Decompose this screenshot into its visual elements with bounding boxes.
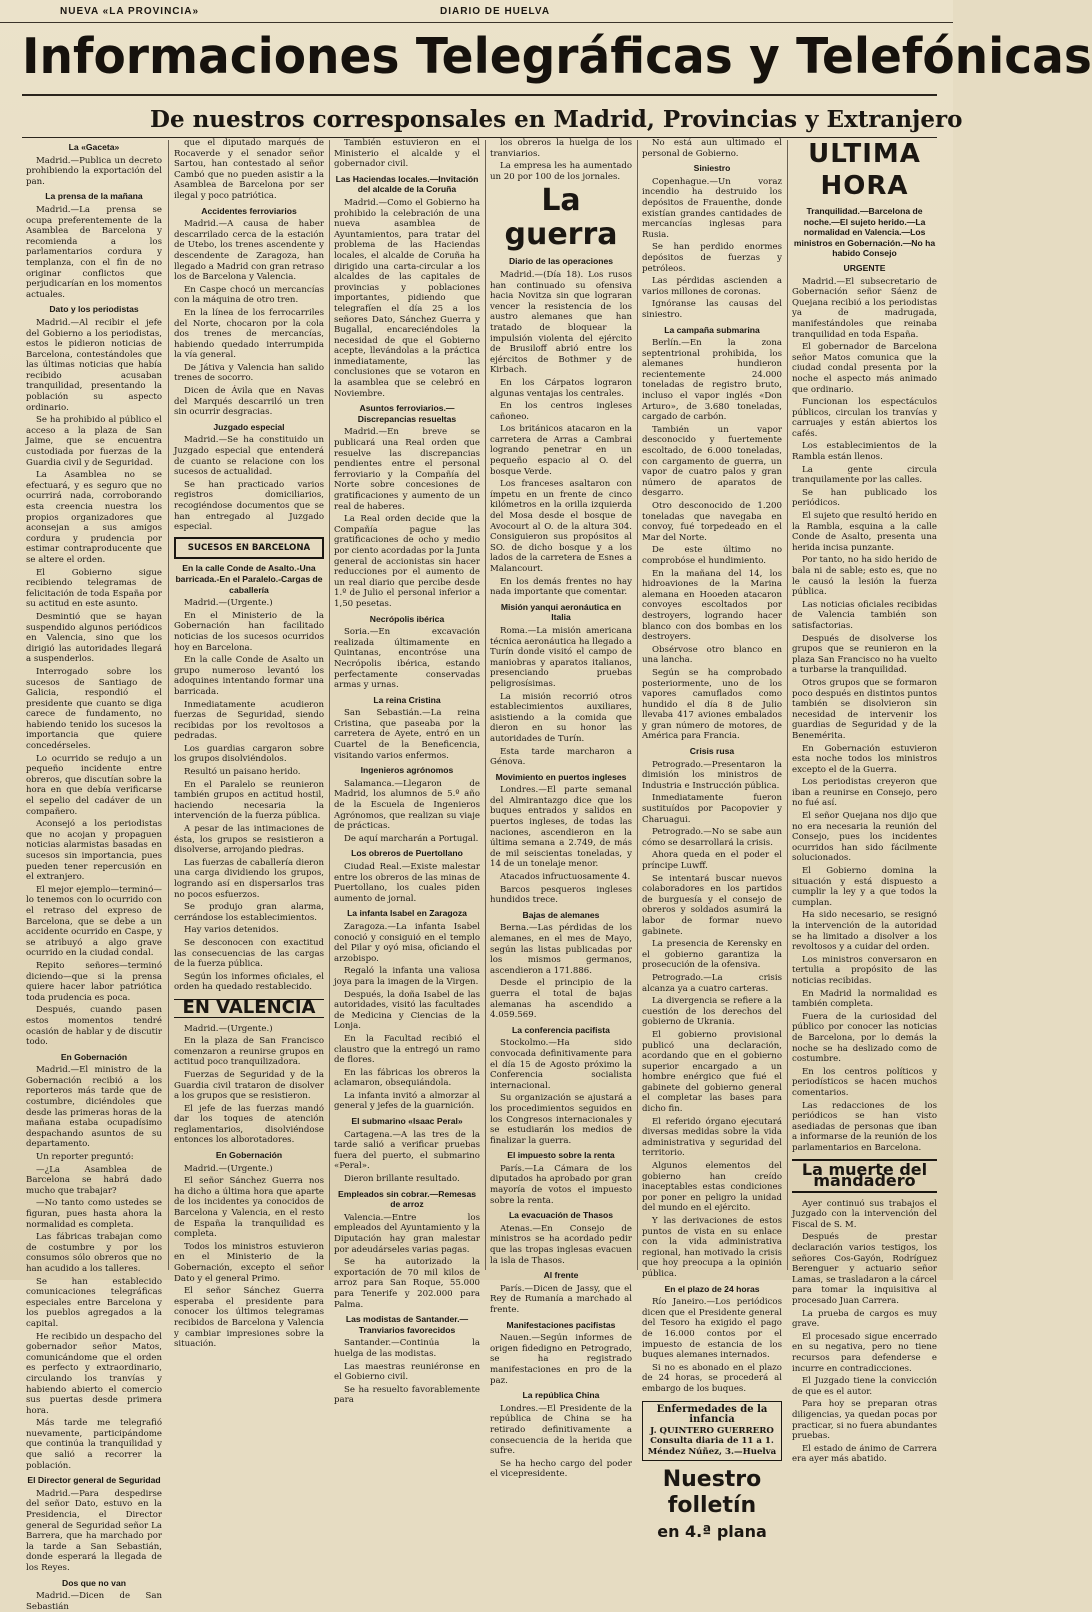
section-banner-ultima-hora: ULTIMA HORA xyxy=(808,139,921,201)
article-paragraph: Valencia.—Entre los empleados del Ayuntamiento y la Diputación hay gran malestar por adeudárseles varias pagas. xyxy=(334,1212,480,1255)
article-paragraph: Todos los ministros estuvieron en el Ministerio de la Gobernación, excepto el señor Dato y el general Primo. xyxy=(174,1241,324,1284)
section-heading: En Gobernación xyxy=(60,1051,128,1062)
article-paragraph: Salamanca.—Llegaron de Madrid, los alumnos de 5.º año de la Escuela de Ingenieros Agrónomos, que realizan su viaje de prácticas. xyxy=(334,778,480,832)
article-paragraph: Después de prestar declaración varios testigos, los señores Cos-Gayón, Rodríguez Berenguer y actuario señor Lamas, se trasladaron a la cárcel para tomar la inquisitiva al procesado Juan Carrera. xyxy=(792,1232,937,1306)
article-paragraph: La misión recorrió otros establecimientos auxiliares, asistiendo a la comida que dieron en su honor las autoridades de Turín. xyxy=(490,691,632,744)
ad-line: Enfermedades de la infancia xyxy=(656,1403,768,1426)
ad-line: J. QUINTERO GUERRERO xyxy=(650,1425,774,1436)
article-paragraph: Las noticias oficiales recibidas de Valencia también son satisfactorias. xyxy=(792,599,937,631)
article-paragraph: Según los informes oficiales, el orden ha quedado restablecido. xyxy=(174,971,324,993)
ultima-hora-summary: Tranquilidad.—Barcelona de noche.—El sujeto herido.—La normalidad en Valencia.—Los ministros en Gobernación.—No ha habido Consejo xyxy=(793,206,936,259)
section-banner-guerra: La guerra xyxy=(504,183,618,253)
section-heading: La evacuación de Thasos xyxy=(508,1210,614,1221)
article-paragraph: Ignóranse las causas del siniestro. xyxy=(642,299,782,320)
section-heading: El impuesto sobre la renta xyxy=(507,1150,615,1161)
section-heading: Las Haciendas locales.—Invitación del alcalde de la Coruña xyxy=(335,173,479,195)
article-paragraph: Se han publicado los periódicos. xyxy=(792,487,937,509)
article-paragraph: La prueba de cargos es muy grave. xyxy=(792,1308,937,1330)
article-paragraph: París.—Dicen de Jassy, que el Rey de Rumanía a marchado al frente. xyxy=(490,1283,632,1315)
header-right-text: DIARIO DE HUELVA xyxy=(440,6,551,17)
article-paragraph: Después, la doña Isabel de las autoridades, visitó las facultades de Medicina y Ciencias de la Lonja. xyxy=(334,989,480,1032)
article-paragraph: La Asamblea no se efectuará, y es seguro que no ocurrirá nada, corroborando esta creencia nuestra los propios organizadores que aconsejan a sus amigos cordura y prudencia por estimar contraproducente que se altere el orden. xyxy=(26,470,162,565)
article-paragraph: Londres.—El parte semanal del Almirantazgo dice que los buques entrados y salidos en puertos ingleses, de todas las naciones, ascendieron en la última semana a 2.749, de más de mil seiscientas toneladas, y 14 de un tonelaje menor. xyxy=(490,785,632,870)
article-paragraph: Ahora queda en el poder el príncipe Luwff. xyxy=(642,850,782,871)
column-5 xyxy=(642,138,782,1542)
article-paragraph: El sujeto que resultó herido en la Rambla, esquina a la calle Conde de Asalto, presenta una herida incisa punzante. xyxy=(792,511,937,553)
column-divider xyxy=(485,140,486,1270)
article-paragraph: Los británicos atacaron en la carretera de Arras a Cambrai logrando penetrar en un pequeño espacio al O. del bosque Verde. xyxy=(490,424,632,477)
article-paragraph: El Gobierno sigue recibiendo telegramas de felicitación de toda España por su actitud en este asunto. xyxy=(26,567,162,610)
article-paragraph: En Gobernación estuvieron esta noche todos los ministros excepto el de la Guerra. xyxy=(792,743,937,775)
section-heading: La infanta Isabel en Zaragoza xyxy=(347,908,467,919)
article-paragraph: Berlín.—En la zona septentrional prohibida, los alemanes hundieron recientemente 24.000 toneladas de registro bruto, incluso el vapor inglés «Don Arturo», de 3.680 toneladas, cargado de carbón. xyxy=(642,338,782,423)
article-paragraph: El mejor ejemplo—terminó—lo tenemos con lo ocurrido con el retraso del expreso de Barcelona, que se debe a un accidente ocurrido en Caspe, y se atribuyó a algo grave ocurrido en la ciudad condal. xyxy=(26,884,162,959)
section-heading: Empleados sin cobrar.—Remesas de arroz xyxy=(337,1188,477,1210)
article-paragraph: Madrid.—Se ha constituido un Juzgado especial que entenderá de cuanto se relacione con los sucesos de actualidad. xyxy=(174,435,324,478)
section-heading: La conferencia pacifista xyxy=(512,1024,610,1035)
article-paragraph: Desde el principio de la guerra el total de bajas alemanas ha ascendido a 4.059.569. xyxy=(490,978,632,1021)
column-divider xyxy=(637,140,638,1270)
section-heading: Movimiento en puertos ingleses xyxy=(495,771,627,782)
article-paragraph: Otro desconocido de 1.200 toneladas que navegaba en convoy, fué torpedeado en el Mar del Norte. xyxy=(642,501,782,543)
article-paragraph: La divergencia se refiere a la cuestión de los derechos del gobierno de Ukrania. xyxy=(642,996,782,1028)
article-paragraph: Los ministros conversaron en tertulia a propósito de las noticias recibidas. xyxy=(792,954,937,986)
column-2 xyxy=(174,138,325,1350)
section-heading: La reina Cristina xyxy=(373,694,441,705)
article-paragraph: Soria.—En excavación realizada últimamente en Quintanas, encontróse una Necrópolis ibérica, estando perfectamente conservadas armas y urnas. xyxy=(334,627,480,691)
article-paragraph: San Sebastián.—La reina Cristina, que paseaba por la carretera de Ayete, entró en un Cuartel de la Beneficencia, visitando varios enfermos. xyxy=(334,708,480,761)
article-paragraph: Los periodistas creyeron que iban a reunirse en Consejo, pero no fué así. xyxy=(792,777,937,809)
article-paragraph: La gente circula tranquilamente por las calles. xyxy=(792,464,937,486)
article-paragraph: En Madrid la normalidad es también completa. xyxy=(792,988,937,1010)
column-divider xyxy=(168,140,169,1270)
folletin-notice xyxy=(642,1467,782,1545)
article-paragraph: El estado de ánimo de Carrera era ayer más abatido. xyxy=(792,1443,937,1465)
article-paragraph: Madrid.—El ministro de la Gobernación recibió a los reporteros más tarde que de costumbre, diciéndoles que desde las primeras horas de la mañana estaba ocupadísimo despachando asuntos de su departamento. xyxy=(26,1065,162,1150)
article-paragraph: En los centros políticos y periodísticos se hacen muchos comentarios. xyxy=(792,1066,937,1098)
advertisement-box xyxy=(642,1401,782,1462)
section-heading: La prensa de la mañana xyxy=(45,191,143,202)
article-paragraph: El jefe de las fuerzas mandó dar los toques de atención reglamentarios, disolviéndose entonces los alborotadores. xyxy=(174,1103,324,1146)
article-paragraph: Madrid.—En breve se publicará una Real orden que resuelve las discrepancias pendientes entre el personal ferroviario y la Compañía del Norte sobre concesiones de gratificaciones y aumento de un real de haberes. xyxy=(334,427,480,512)
section-heading: Diario de las operaciones xyxy=(508,256,614,267)
article-paragraph: Roma.—La misión americana técnica aeronáutica ha llegado a Turín donde visitó el campo de maniobras y aparatos italianos, presenciando pruebas peligrosísimas. xyxy=(490,625,632,689)
article-paragraph: Fuerzas de Seguridad y de la Guardia civil trataron de disolver a los grupos que se resistieron. xyxy=(174,1069,324,1102)
article-paragraph: Atacados infructuosamente 4. xyxy=(500,872,631,883)
article-paragraph: Esta tarde marcharon a Génova. xyxy=(490,746,632,768)
article-paragraph: Se ha resuelto favorablemente para xyxy=(334,1384,480,1406)
article-paragraph: A pesar de las intimaciones de ésta, los grupos se resistieron a disolverse, arrojando piedras. xyxy=(174,824,324,856)
article-paragraph: El procesado sigue encerrado en su negativa, pero no tiene recursos para defenderse e incurre en contradicciones. xyxy=(792,1331,937,1374)
article-paragraph: Algunos elementos del gobierno han creído inaceptables estas condiciones por poner en peligro la unidad del mundo en el ejército. xyxy=(642,1161,782,1214)
section-heading: En la calle Conde de Asalto.-Una barricada.-En el Paralelo.-Cargas de caballería xyxy=(175,563,323,595)
article-paragraph: Ciudad Real.—Existe malestar entre los obreros de las minas de Puertollano, los cuales piden aumento de jornal. xyxy=(334,862,480,904)
article-paragraph: Las redacciones de los periódicos se han visto asediadas de personas que iban a informarse de la reunión de los parlamentarios en Barcelona. xyxy=(792,1100,937,1153)
article-paragraph: Las fábricas trabajan como de costumbre y por los consumos sólo obreros que no han acudido a los talleres. xyxy=(26,1232,162,1274)
section-heading: Las modistas de Santander.—Tranviarios favorecidos xyxy=(345,1314,469,1335)
article-paragraph: Por tanto, no ha sido herido de bala ni de sable; esto es, que no le causó la lesión la fuerza pública. xyxy=(792,555,937,598)
section-banner-mandadero: La muerte del mandadero xyxy=(792,1159,937,1192)
article-paragraph: Madrid.—Como el Gobierno ha prohibido la celebración de una nueva asamblea de Ayuntamientos, para tratar del problema de las Haciendas locales, el alcalde de Coruña ha dirigido una carta-circular a los alcaldes de las capitales de provincias y poblaciones importantes, pidiendo que telegrafíen el día 25 a los señores Dato, Sánchez Guerra y Bugallal, encareciéndoles la necesidad de que el Gobierno acepte, llevándolas a la práctica inmediatamente, las conclusiones que se votaron en la asamblea que se celebró en Noviembre. xyxy=(334,197,480,399)
article-paragraph: Ayer continuó sus trabajos el Juzgado con la intervención del Fiscal de S. M. xyxy=(792,1198,937,1230)
article-paragraph: Se desconocen con exactitud las consecuencias de las cargas de la fuerza pública. xyxy=(174,937,324,970)
section-heading: La república China xyxy=(522,1390,600,1401)
article-paragraph: Repito señores—terminó diciendo—que si la prensa quiere hacer labor patriótica toda prudencia es poca. xyxy=(26,960,162,1003)
section-heading: Asuntos ferroviarios.—Discrepancias resueltas xyxy=(357,403,457,424)
article-paragraph: Las maestras reuniéronse en el Gobierno civil. xyxy=(334,1361,480,1383)
article-paragraph: Madrid.—Publica un decreto prohibiendo la exportación del pan. xyxy=(26,155,162,187)
page-header-line xyxy=(0,0,953,23)
article-paragraph: Se ha prohibido al público el acceso a la plaza de San Jaime, que se encuentra custodiada por fuerzas de la Guardia civil y de Seguridad. xyxy=(26,415,162,468)
column-4 xyxy=(490,138,632,1480)
article-paragraph: Stockolmo.—Ha sido convocada definitivamente para el día 15 de Agosto próximo la Conferencia socialista internacional. xyxy=(490,1038,632,1091)
article-paragraph: Nauen.—Según informes de origen fidedigno en Petrogrado, se ha registrado manifestaciones en pro de la paz. xyxy=(490,1333,632,1386)
article-paragraph: Se intentará buscar nuevos colaboradores en los partidos de burguesía y el consejo de obreros y soldados asumirá la labor de formar nuevo gabinete. xyxy=(642,873,782,937)
article-paragraph: El gobierno provisional publicó una declaración, acordando que en el gobierno superior encargado a un hombre enérgico que fué el gabinete del gobierno general el completar las bases para dicho fin. xyxy=(642,1029,782,1115)
section-heading: Misión yanqui aeronáutica en Italia xyxy=(500,601,622,623)
article-paragraph: Después de disolverse los grupos que se reunieron en la plaza San Francisco no ha vuelto a turbarse la tranquilidad. xyxy=(792,633,937,676)
section-heading: El submarino «Isaac Peral» xyxy=(351,1116,463,1127)
section-heading: Siniestro xyxy=(693,163,731,174)
article-paragraph: Según se ha comprobado posteriormente, uno de los vapores camuflados como hundido el día 8 de Julio llevaba 417 aviones embalados y gran número de motores, de América para Francia. xyxy=(642,667,782,742)
article-paragraph: En los Cárpatos lograron algunas ventajas los centrales. xyxy=(490,377,632,399)
article-paragraph: Hay varios detenidos. xyxy=(184,925,279,936)
article-paragraph: Copenhague.—Un voraz incendio ha destruido los depósitos de Frauenthe, donde existían grandes cantidades de mercancías inglesas para Rusia. xyxy=(642,176,782,240)
article-paragraph: Santander.—Continúa la huelga de las modistas. xyxy=(334,1338,480,1359)
article-paragraph: La Real orden decide que la Compañía pague las gratificaciones de ocho y medio por ciento acordadas por la Junta general de accionistas sin hacer reducciones por el aumento de un real diario que percibe desde 1.º de Julio el personal inferior a 1,50 pesetas. xyxy=(334,514,480,609)
article-paragraph: He recibido un despacho del gobernador señor Matos, comunicándome que el orden es perfecto y extraordinario, circulando los tranvías y habiendo abierto el comercio sus puertas desde primera hora. xyxy=(26,1331,162,1416)
article-paragraph: Obsérvose otro blanco en una lancha. xyxy=(642,644,782,666)
article-paragraph: Barcos pesqueros ingleses hundidos trece. xyxy=(490,884,632,906)
section-banner-valencia: EN VALENCIA xyxy=(174,999,324,1018)
article-paragraph: No está aun ultimado el personal de Gobierno. xyxy=(642,138,782,159)
article-paragraph: Cartagena.—A las tres de la tarde salió a verificar pruebas fuera del puerto, el submarino «Peral». xyxy=(334,1129,480,1172)
section-heading: En el plazo de 24 horas xyxy=(664,1283,760,1294)
article-paragraph: Madrid.—(Día 18). Los rusos han continuado su ofensiva hacia Novitza sin que lograran vencer la resistencia de los austro alemanes que han tratado de bloquear la impulsión violenta del ejército de Brusiloff abrió entre los ejércitos de Bothmer y de Kirbach. xyxy=(490,269,632,376)
article-paragraph: Se han practicado varios registros domiciliarios, recogiéndose documentos que se han entregado al Juzgado especial. xyxy=(174,479,324,533)
article-paragraph: De aquí marcharán a Portugal. xyxy=(344,833,479,844)
article-paragraph: Y las derivaciones de estos puntos de vista en su enlace con la vida administrativa regional, han motivado la crisis que hoy preocupa a la opinión pública. xyxy=(642,1216,782,1279)
section-heading: El Director general de Seguridad xyxy=(27,1475,161,1486)
article-paragraph: También un vapor desconocido y fuertemente escoltado, de 6.000 toneladas, con cargamento de guerra, un vapor de cuatro palos y gran número de aparatos de desgarro. xyxy=(642,424,782,499)
article-paragraph: Madrid.—Para despedirse del señor Dato, estuvo en la Presidencia, el Director general de Seguridad señor La Barrera, que ha marchado por la tarde a San Sebastián, donde esperará la llegada de los Reyes. xyxy=(26,1488,162,1573)
article-paragraph: De este último no comprobóse el hundimiento. xyxy=(642,545,782,566)
article-paragraph: Se ha hecho cargo del poder el vicepresidente. xyxy=(490,1458,632,1480)
article-paragraph: El señor Sánchez Guerra nos ha dicho a última hora que aparte de los incidentes ya conocidos de Barcelona y Valencia, en el resto de España la tranquilidad es completa. xyxy=(174,1176,324,1240)
article-paragraph: El Juzgado tiene la convicción de que es el autor. xyxy=(792,1376,937,1397)
article-paragraph: Dicen de Ávila que en Navas del Marqués descarriló un tren sin ocurrir desgracias. xyxy=(174,386,324,418)
article-paragraph: Si no es abonado en el plazo de 24 horas, se procederá al embargo de los buques. xyxy=(642,1362,782,1394)
section-heading: Dos que no van xyxy=(62,1577,126,1588)
article-paragraph: En los centros ingleses cañoneo. xyxy=(490,401,632,422)
article-paragraph: El Gobierno domina la situación y está dispuesto a cumplir la ley y a que todos la cumplan. xyxy=(792,866,937,908)
article-paragraph: En la plaza de San Francisco comenzaron a reunirse grupos en actitud poco tranquilizadora. xyxy=(174,1036,324,1068)
article-paragraph: —No tanto como ustedes se figuran, pues hasta ahora la normalidad es completa. xyxy=(26,1198,162,1230)
article-paragraph: —¿La Asamblea de Barcelona se habrá dado mucho que trabajar? xyxy=(26,1164,162,1196)
article-paragraph: Los franceses asaltaron con ímpetu en un frente de cinco kilómetros en la orilla izquierda del Mosa desde el bosque de Avocourt al O. de la altura 304. Consiguieron sus propósitos al SO. de dicho bosque y a los lados de la carretera de Esnes a Malancourt. xyxy=(490,479,632,574)
article-paragraph: Dieron brillante resultado. xyxy=(344,1174,460,1185)
article-paragraph: Zaragoza.—La infanta Isabel conoció y consiguió en el templo del Pilar y oyó misa, oficiando el arzobispo. xyxy=(334,921,480,964)
article-paragraph: Las pérdidas ascienden a varios millones de coronas. xyxy=(642,276,782,297)
article-paragraph: Madrid.—(Urgente.) xyxy=(184,1023,273,1034)
section-heading: Accidentes ferroviarios xyxy=(201,205,297,216)
article-paragraph: La presencia de Kerensky en el gobierno garantiza la prosecución de la ofensiva. xyxy=(642,939,782,971)
article-paragraph: Otros grupos que se formaron poco después en distintos puntos también se disolvieron sin necesidad de intervenir los guardias de Seguridad y de la Benemérita. xyxy=(792,677,937,741)
article-paragraph: En el Ministerio de la Gobernación han facilitado noticias de los sucesos ocurridos hoy en Barcelona. xyxy=(174,610,324,653)
article-paragraph: El señor Sánchez Guerra esperaba el presidente para conocer los últimos telegramas recibidos de Barcelona y Valencia y cambiar impresiones sobre la situación. xyxy=(174,1286,324,1350)
article-paragraph: La empresa les ha aumentado un 20 por 100 de los jornales. xyxy=(490,161,632,182)
article-paragraph: Después, cuando pasen estos momentos tendré ocasión de hablar y de discutir todo. xyxy=(26,1005,162,1048)
article-paragraph: que el diputado marqués de Rocaverde y el senador señor Sartou, han contestado al señor Cambó que no pueden asistir a la Asamblea de Barcelona por ser ilegal y poco patriótica. xyxy=(174,138,324,201)
section-heading: Al frente xyxy=(543,1270,579,1281)
folletin-line: en 4.ª plana xyxy=(657,1522,767,1542)
folletin-line: Nuestro folletín xyxy=(662,1467,762,1519)
section-heading: Bajas de alemanes xyxy=(522,909,600,920)
article-paragraph: Londres.—El Presidente de la república de China se ha retirado definitivamente a consecuencia de la herida que sufre. xyxy=(490,1403,632,1457)
article-paragraph: Madrid.—A causa de haber descarrilado cerca de la estación de Utebo, los trenes ascendente y descendente de Zaragoza, han llegado a Madrid con gran retraso los de Barcelona y Valencia. xyxy=(174,219,324,283)
article-paragraph: París.—La Cámara de los diputados ha aprobado por gran mayoría de votos el impuesto sobre la renta. xyxy=(490,1163,632,1206)
article-paragraph: Ha sido necesario, se resignó la intervención de la autoridad se ha limitado a disolver a los revoltosos y a cuidar del orden. xyxy=(792,910,937,953)
article-paragraph: Petrogrado.—No se sabe aun cómo se desarrollará la crisis. xyxy=(642,827,782,848)
article-paragraph: En la mañana del 14, los hidroaviones de la Marina alemana en Hooeden atacaron convoyes escoltados por destroyers, logrando hacer blanco con dos bombas en los destroyers. xyxy=(642,568,782,643)
article-paragraph: En el Paralelo se reunieron también grupos en actitud hostil, haciendo necesaria la intervención de la fuerza pública. xyxy=(174,779,324,822)
article-paragraph: En la línea de los ferrocarriles del Norte, chocaron por la cola dos trenes de mercancías, habiendo quedado interrumpida la vía general. xyxy=(174,307,324,361)
article-paragraph: Madrid.—La prensa se ocupa preferentemente de la Asamblea de Barcelona y recomienda a los parlamentarios cordura y templanza, con el fin de no originar conflictos que perjudicarían en los momentos actuales. xyxy=(26,204,162,300)
article-paragraph: Desmintió que se hayan suspendido algunos periódicos en Valencia, sino que los dirigió las autoridades llegará a suspenderlos. xyxy=(26,611,162,665)
masthead-rule xyxy=(22,94,937,96)
article-paragraph: Atenas.—En Consejo de ministros se ha acordado pedir que las tropas inglesas evacuen la isla de Thasos. xyxy=(490,1223,632,1266)
article-paragraph: Su organización se ajustará a los procedimientos seguidos en los Congresos internacionales y se estudiarán los medios de finalizar la guerra. xyxy=(490,1093,632,1146)
article-paragraph: El referido órgano ejecutará diversas medidas sobre la vida administrativa y seguridad del territorio. xyxy=(642,1116,782,1159)
article-paragraph: Los guardias cargaron sobre los grupos disolviéndolos. xyxy=(174,743,324,765)
article-paragraph: El gobernador de Barcelona señor Matos comunica que la ciudad condal presenta por la noche el aspecto más animado que ordinario. xyxy=(792,342,937,395)
header-left-text: NUEVA «LA PROVINCIA» xyxy=(60,6,200,17)
article-paragraph: Se ha autorizado la exportación de 70 mil kilos de arroz para San Roque, 55.000 para Tenerife y 202.000 para Palma. xyxy=(334,1257,480,1310)
article-paragraph: Madrid.—Al recibir el jefe del Gobierno a los periodistas, estos le pidieron noticias de Barcelona, contestándoles que las últimas noticias que había recibido acusaban tranquilidad, presentando la población su aspecto ordinario. xyxy=(26,317,162,413)
article-paragraph: Madrid.—(Urgente.) xyxy=(184,1163,273,1174)
article-paragraph: Se han establecido comunicaciones telegráficas especiales entre Barcelona y los pueblos agregados a la capital. xyxy=(26,1276,162,1329)
section-heading: La campaña submarina xyxy=(664,324,760,335)
article-paragraph: Berna.—Las pérdidas de los alemanes, en el mes de Mayo, según las listas publicadas por los mismos germanos, ascendieron a 171.886. xyxy=(490,923,632,976)
article-paragraph: El señor Quejana nos dijo que no era necesaria la reunión del Consejo, pues los incidentes ocurridos han sido fácilmente solucionados. xyxy=(792,811,937,864)
column-divider xyxy=(787,140,788,1270)
section-heading: Los obreros de Puertollano xyxy=(351,848,463,859)
article-paragraph: Petrogrado.—La crisis alcanza ya a cuatro carteras. xyxy=(642,972,782,994)
article-paragraph: Lo ocurrido se redujo a un pequeño incidente entre obreros, que discutían sobre la hora en que debía verificarse el sepelio del cadáver de un compañero. xyxy=(26,753,162,817)
article-paragraph: Las fuerzas de caballería dieron una carga dividiendo los grupos, logrando así en dispersarlos tras no pocos esfuerzos. xyxy=(174,857,325,900)
section-heading: Dato y los periodistas xyxy=(49,304,139,315)
article-paragraph: Madrid.—Dicen de San Sebastián xyxy=(26,1591,162,1612)
article-paragraph: Interrogado sobre los sucesos de Santiago de Galicia, respondió el presidente que cuanto se diga carece de fundamento, no habiendo tenido los sucesos la importancia que quiere concedérseles. xyxy=(26,666,162,752)
section-heading: Crisis rusa xyxy=(689,746,735,757)
article-paragraph: Regaló la infanta una valiosa joya para la imagen de la Virgen. xyxy=(334,966,480,987)
section-heading: Manifestaciones pacifistas xyxy=(506,1319,616,1330)
article-paragraph: Un reporter preguntó: xyxy=(36,1152,134,1163)
ad-line: Méndez Núñez, 3.—Huelva xyxy=(647,1446,777,1457)
article-paragraph: Inmediatamente acudieron fuerzas de Seguridad, siendo recibidas por los revoltosos a pedradas. xyxy=(174,699,324,742)
section-heading: Juzgado especial xyxy=(213,421,285,432)
column-divider xyxy=(329,140,330,1270)
section-heading: La «Gaceta» xyxy=(68,142,120,152)
section-banner-sucesos: SUCESOS EN BARCELONA xyxy=(174,537,324,560)
article-paragraph: Se han perdido enormes depósitos de fuerzas y petróleos. xyxy=(642,242,782,274)
article-paragraph: Inmediatamente fueron sustituídos por Pacopovier y Charuagui. xyxy=(642,793,782,825)
article-paragraph: Madrid.—El subsecretario de Gobernación señor Sáenz de Quejana recibió a los periodistas ya de madrugada, manifestándoles que reinaba tranquilidad en toda España. xyxy=(792,276,937,340)
article-paragraph: Madrid.—(Urgente.) xyxy=(184,598,273,609)
article-paragraph: En la calle Conde de Asalto un grupo numeroso levantó los adoquines intentando formar una barricada. xyxy=(174,655,324,697)
article-paragraph: Para hoy se preparan otras diligencias, ya quedan pocas por practicar, si no fuera abundantes pruebas. xyxy=(792,1399,937,1442)
section-subhead: De nuestros corresponsales en Madrid, Provincias y Extranjero xyxy=(150,106,963,133)
article-paragraph: Funcionan los espectáculos públicos, circulan los tranvías y carruajes y están abiertos los cafés. xyxy=(792,397,937,439)
article-paragraph: Se produjo gran alarma, cerrándose los establecimientos. xyxy=(174,902,324,923)
section-heading: En Gobernación xyxy=(215,1150,283,1161)
article-paragraph: Petrogrado.—Presentaron la dimisión los ministros de Industria e Instrucción pública. xyxy=(642,759,782,791)
section-heading: URGENTE xyxy=(843,262,886,273)
ad-line: Consulta diaria de 11 a 1. xyxy=(650,1436,774,1447)
article-paragraph: En Caspe chocó un mercancías con la máquina de otro tren. xyxy=(174,284,324,306)
article-paragraph: los obreros la huelga de los tranviarios. xyxy=(490,138,632,159)
article-paragraph: En las fábricas los obreros la aclamaron, obsequiándola. xyxy=(334,1067,480,1089)
article-paragraph: La infanta invitó a almorzar al general y jefes de la guarnición. xyxy=(334,1090,480,1112)
article-paragraph: En la Facultad recibió el claustro que la entregó un ramo de flores. xyxy=(334,1033,480,1066)
masthead-title: Informaciones Telegráficas y Telefónicas xyxy=(22,28,1092,85)
article-paragraph: Los establecimientos de la Rambla están llenos. xyxy=(792,441,937,463)
column-3 xyxy=(334,138,480,1406)
article-paragraph: En los demás frentes no hay nada importante que comentar. xyxy=(490,576,632,598)
article-paragraph: Aconsejó a los periodistas que no acojan y propaguen noticias alarmistas basadas en sucesos sin importancia, pues pueden tener repercusión en el extranjero. xyxy=(26,819,162,883)
section-heading: Ingenieros agrónomos xyxy=(360,765,454,776)
section-heading: Necrópolis ibérica xyxy=(369,613,445,624)
article-paragraph: De Játiva y Valencia han salido trenes de socorro. xyxy=(174,362,324,384)
article-paragraph: Resultó un paisano herido. xyxy=(184,767,301,778)
column-6 xyxy=(792,138,937,1465)
article-paragraph: Río Janeiro.—Los periódicos dicen que el Presidente general del Tesoro ha exigido el pago de 16.000 contos por el impuesto de estancia de los buques alemanes internados. xyxy=(642,1297,782,1361)
column-1 xyxy=(26,138,162,1612)
article-paragraph: Más tarde me telegrafió nuevamente, participándome que continúa la tranquilidad y que salió a recorrer la población. xyxy=(26,1418,162,1471)
article-paragraph: Fuera de la curiosidad del público por conocer las noticias de Barcelona, por lo demás la noche se ha deslizado como de costumbre. xyxy=(792,1011,937,1065)
article-paragraph: También estuvieron en el Ministerio el alcalde y el gobernador civil. xyxy=(334,138,480,170)
